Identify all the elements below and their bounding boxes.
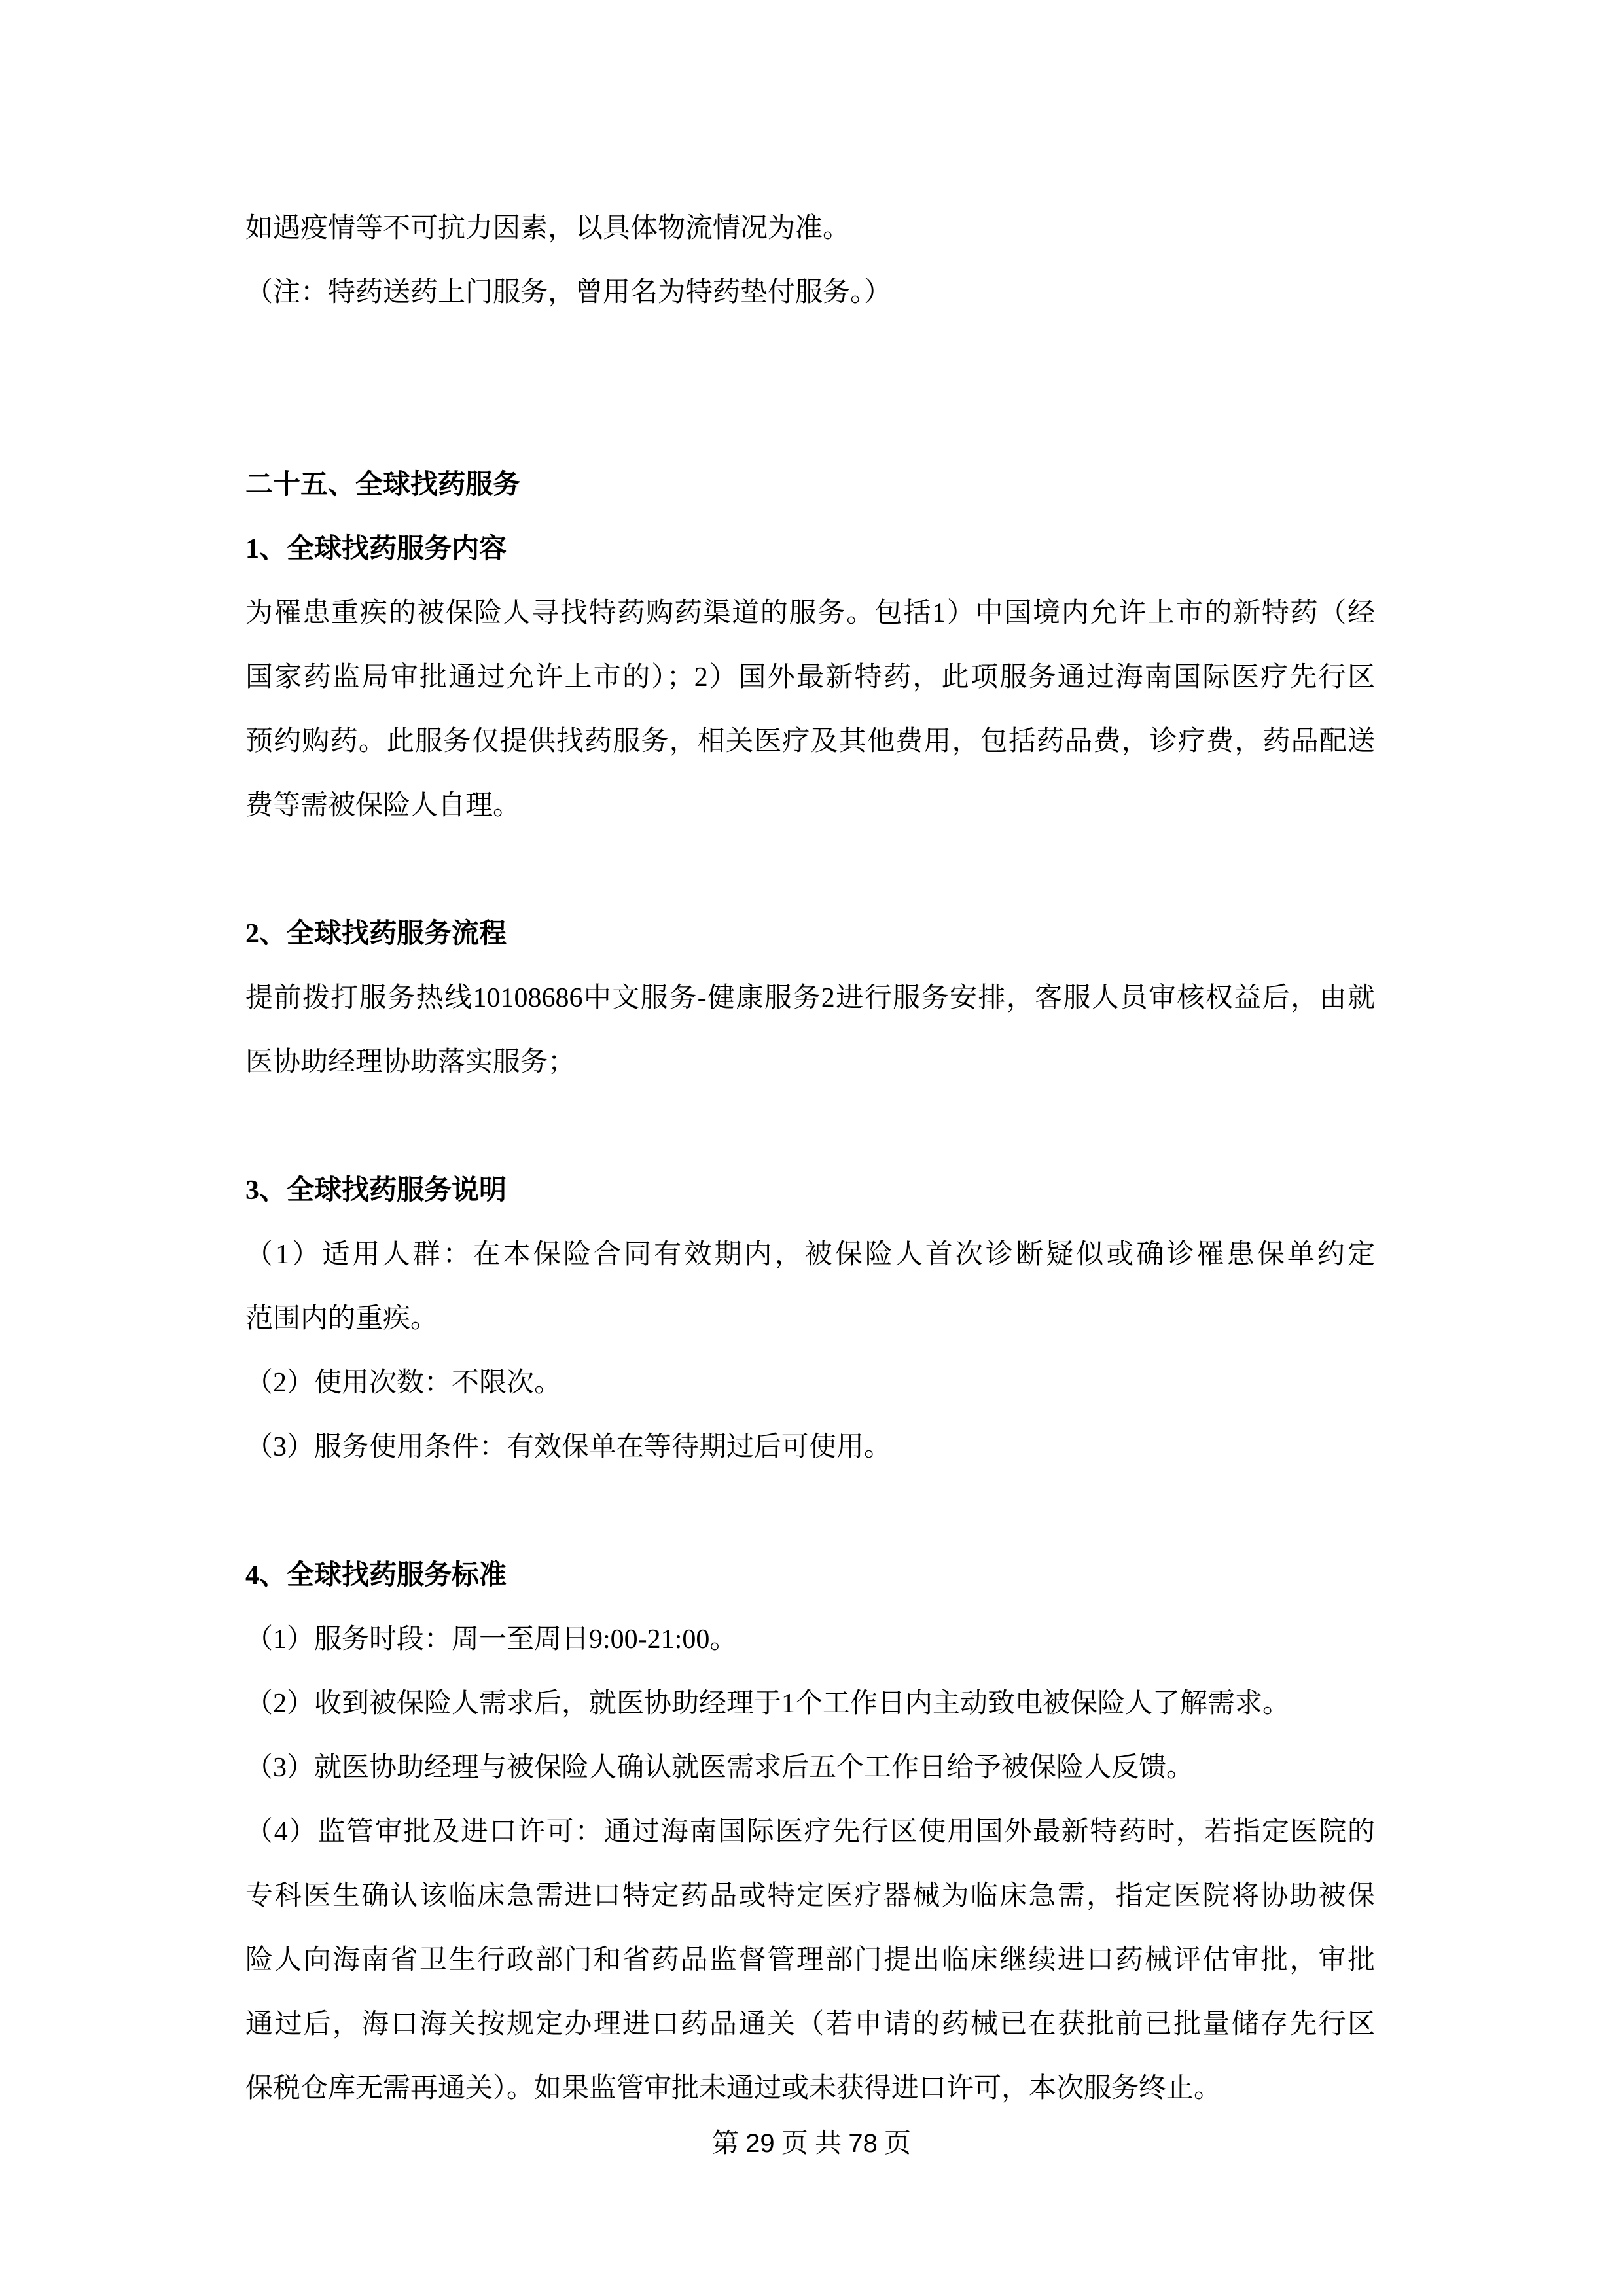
paragraph-line: 医协助经理协助落实服务； [245, 1047, 576, 1077]
footer-total-pages: 78 [848, 2129, 878, 2158]
document-lines [245, 196, 1375, 2121]
page-footer [0, 2126, 1623, 2161]
paragraph-line: （3）就医协助经理与被保险人确认就医需求后五个工作日给予被保险人反馈。 [245, 1753, 1194, 1783]
paragraph-line: （2）使用次数：不限次。 [245, 1368, 562, 1398]
paragraph-line: （1）适用人群：在本保险合同有效期内，被保险人首次诊断疑似或确诊罹患保单约定 [245, 1240, 1375, 1270]
section-heading: 2、全球找药服务流程 [245, 919, 507, 949]
blank-line [245, 1094, 1375, 1158]
footer-page-number: 29 [745, 2129, 775, 2158]
footer-label-suffix: 页 [877, 2128, 912, 2158]
paragraph-line: 范围内的重疾。 [245, 1304, 438, 1334]
paragraph-line: 保税仓库无需再通关）。如果监管审批未通过或未获得进口许可，本次服务终止。 [245, 2073, 1222, 2104]
paragraph-line: （2）收到被保险人需求后，就医协助经理于1个工作日内主动致电被保险人了解需求。 [245, 1689, 1291, 1719]
paragraph-line: 预约购药。此服务仅提供找药服务，相关医疗及其他费用，包括药品费，诊疗费，药品配送 [245, 726, 1375, 757]
paragraph-line: 险人向海南省卫生行政部门和省药品监督管理部门提出临床继续进口药械评估审批，审批 [245, 1945, 1375, 1975]
paragraph-line: 通过后，海口海关按规定办理进口药品通关（若申请的药械已在获批前已批量储存先行区 [245, 2009, 1375, 2039]
paragraph-line: 如遇疫情等不可抗力因素，以具体物流情况为准。 [245, 213, 851, 243]
blank-line [245, 1479, 1375, 1543]
paragraph-line: 国家药监局审批通过允许上市的）；2）国外最新特药，此项服务通过海南国际医疗先行区 [245, 662, 1375, 692]
paragraph-line: 费等需被保险人自理。 [245, 791, 521, 821]
paragraph-line: 专科医生确认该临床急需进口特定药品或特定医疗器械为临床急需，指定医院将协助被保 [245, 1881, 1375, 1911]
section-heading: 1、全球找药服务内容 [245, 534, 507, 564]
paragraph-line: 为罹患重疾的被保险人寻找特药购药渠道的服务。包括1）中国境内允许上市的新特药（经 [245, 598, 1375, 628]
paragraph-line: （1）服务时段：周一至周日9:00-21:00。 [245, 1624, 738, 1655]
footer-label-infix: 页 共 [774, 2128, 849, 2158]
paragraph-line: （注：特药送药上门服务，曾用名为特药垫付服务。） [245, 278, 892, 308]
paragraph-line: （4）监管审批及进口许可：通过海南国际医疗先行区使用国外最新特药时，若指定医院的 [245, 1817, 1375, 1847]
paragraph-line: 提前拨打服务热线10108686中文服务-健康服务2进行服务安排，客服人员审核权益后，由就 [245, 983, 1375, 1013]
section-heading: 二十五、全球找药服务 [245, 470, 521, 500]
blank-line [245, 838, 1375, 902]
blank-line [245, 389, 1375, 453]
section-heading: 4、全球找药服务标准 [245, 1560, 507, 1590]
blank-line [245, 325, 1375, 389]
footer-label-prefix: 第 [711, 2128, 746, 2158]
section-heading: 3、全球找药服务说明 [245, 1175, 507, 1206]
paragraph-line: （3）服务使用条件：有效保单在等待期过后可使用。 [245, 1432, 892, 1462]
